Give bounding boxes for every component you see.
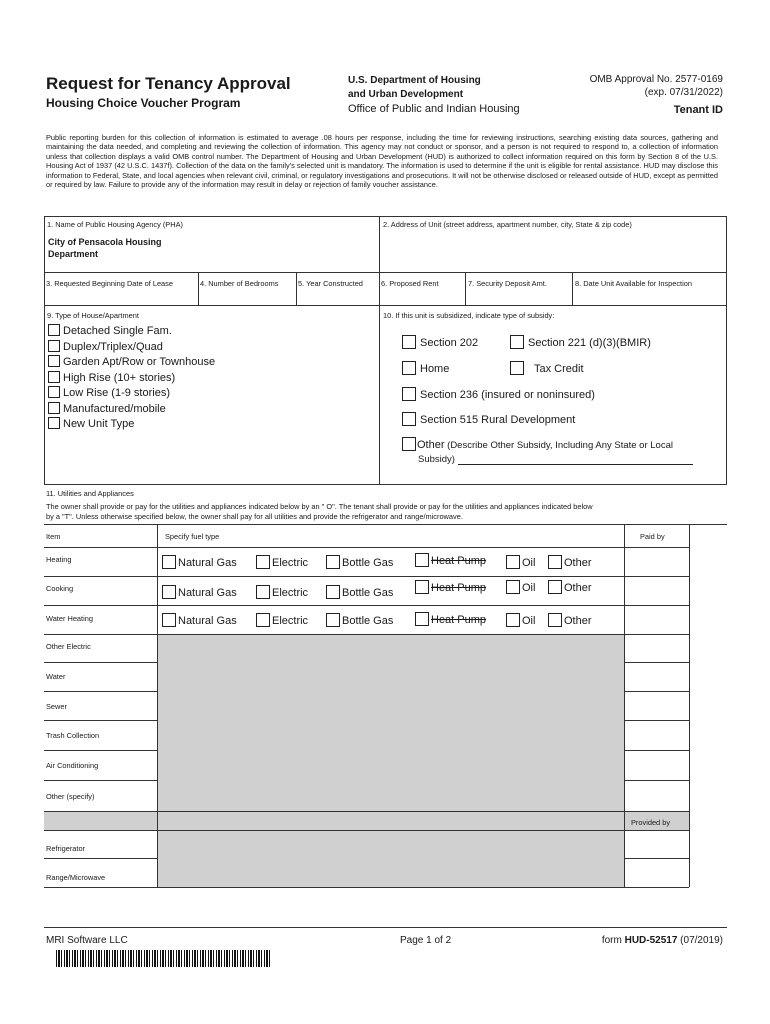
row-line xyxy=(44,811,689,812)
row-range-microwave: Range/Microwave xyxy=(46,873,106,882)
table-header-line xyxy=(44,547,689,548)
row-air-conditioning: Air Conditioning xyxy=(46,761,99,770)
checkbox-icon[interactable] xyxy=(48,324,60,336)
checkbox-icon[interactable] xyxy=(326,555,340,569)
cooking-bottle-gas[interactable]: Bottle Gas xyxy=(326,585,393,599)
row-water-heating: Water Heating xyxy=(46,614,93,623)
checkbox-icon[interactable] xyxy=(402,387,416,401)
unit-address-label: 2. Address of Unit (street address, apartment number, city, State & zip code) xyxy=(383,220,632,229)
cooking-electric[interactable]: Electric xyxy=(256,585,308,599)
checkbox-icon[interactable] xyxy=(415,612,429,626)
cooking-oil[interactable]: Oil xyxy=(506,580,535,594)
checkbox-icon[interactable] xyxy=(256,555,270,569)
house-type-detached[interactable]: Detached Single Fam. xyxy=(48,324,172,337)
checkbox-icon[interactable] xyxy=(402,412,416,426)
col-line xyxy=(157,524,158,887)
proposed-rent-label: 6. Proposed Rent xyxy=(381,279,439,288)
subsidy-section-221[interactable]: Section 221 (d)(3)(BMIR) xyxy=(510,335,651,349)
lease-date-label: 3. Requested Beginning Date of Lease xyxy=(46,279,173,288)
footer-page-number: Page 1 of 2 xyxy=(400,935,452,946)
checkbox-icon[interactable] xyxy=(506,613,520,627)
water-heating-natural-gas[interactable]: Natural Gas xyxy=(162,613,237,627)
checkbox-icon[interactable] xyxy=(256,613,270,627)
row-sewer: Sewer xyxy=(46,702,67,711)
checkbox-icon[interactable] xyxy=(548,580,562,594)
checkbox-icon[interactable] xyxy=(162,585,176,599)
cooking-other[interactable]: Other xyxy=(548,580,592,594)
row-trash: Trash Collection xyxy=(46,731,100,740)
date-available-field[interactable] xyxy=(572,272,727,306)
subsidy-section-202[interactable]: Section 202 xyxy=(402,335,478,349)
house-type-duplex[interactable]: Duplex/Triplex/Quad xyxy=(48,340,163,353)
heating-electric[interactable]: Electric xyxy=(256,555,308,569)
water-heating-oil[interactable]: Oil xyxy=(506,613,535,627)
col-item-header: Item xyxy=(46,532,61,541)
row-line xyxy=(44,634,689,635)
cooking-natural-gas[interactable]: Natural Gas xyxy=(162,585,237,599)
col-line xyxy=(689,524,690,887)
barcode-icon xyxy=(56,950,270,967)
footer-company: MRI Software LLC xyxy=(46,935,128,946)
omb-approval: OMB Approval No. 2577-0169 (exp. 07/31/2022) xyxy=(589,74,723,98)
checkbox-icon[interactable] xyxy=(510,335,524,349)
row-line xyxy=(44,780,158,781)
subsidy-other-line[interactable] xyxy=(458,464,693,465)
checkbox-icon[interactable] xyxy=(256,585,270,599)
date-available-label: 8. Date Unit Available for Inspection xyxy=(575,279,692,288)
checkbox-icon[interactable] xyxy=(48,355,60,367)
checkbox-icon[interactable] xyxy=(506,580,520,594)
lease-date-field[interactable] xyxy=(44,272,199,306)
house-type-new-unit[interactable]: New Unit Type xyxy=(48,417,134,430)
row-line xyxy=(624,750,689,751)
cooking-heat-pump[interactable]: Heat Pump xyxy=(415,580,486,594)
checkbox-icon[interactable] xyxy=(48,386,60,398)
row-line xyxy=(44,720,158,721)
burden-statement: Public reporting burden for this collection of information is estimated to average .08 hours per response, including the time for reviewing instructions, searching existing data sources, gathering and maintaining the data needed, and completing and reviewing the collection of information. This agency may not conduct or sponsor, and a person is not required to respond to, a collection of information unless that collection displays a valid OMB control number. The Department of Housing and Urban Development (HUD) is authorized to collect information required on this form by Section 8 of the U.S. Housing Act of 1937 (42 U.S.C. 1437f). Collection of the data on the family's selected unit is mandatory. The information is used to determine if the unit is eligible for rental assistance. HUD may disclose this information to Federal, State, and local agencies when relevant civil, criminal, or regulatory investigations and prosecutions. It will not be otherwise disclosed or released outside of HUD, except as permitted or required by law. Failure to provide any of the information may result in delay or rejection of family voucher assistance. xyxy=(46,133,718,190)
checkbox-icon[interactable] xyxy=(48,340,60,352)
security-deposit-field[interactable] xyxy=(465,272,573,306)
col-line xyxy=(624,524,625,887)
checkbox-icon[interactable] xyxy=(48,402,60,414)
house-type-low-rise[interactable]: Low Rise (1-9 stories) xyxy=(48,386,170,399)
water-heating-other[interactable]: Other xyxy=(548,613,592,627)
checkbox-icon[interactable] xyxy=(326,585,340,599)
checkbox-icon[interactable] xyxy=(402,361,416,375)
checkbox-icon[interactable] xyxy=(506,555,520,569)
security-deposit-label: 7. Security Deposit Amt. xyxy=(468,279,547,288)
pha-name-value: City of Pensacola Housing Department xyxy=(48,237,162,259)
checkbox-icon[interactable] xyxy=(162,555,176,569)
subsidy-section-515[interactable]: Section 515 Rural Development xyxy=(402,412,575,426)
row-line xyxy=(624,691,689,692)
year-constructed-field[interactable] xyxy=(296,272,380,306)
subsidy-section-236[interactable]: Section 236 (insured or noninsured) xyxy=(402,387,595,401)
row-line xyxy=(44,605,689,606)
footer-line xyxy=(44,927,727,928)
table-bottom-line xyxy=(44,887,689,888)
footer-form-id: form HUD-52517 (07/2019) xyxy=(601,935,723,946)
subsidy-tax-credit[interactable]: Tax Credit xyxy=(510,361,584,375)
row-water: Water xyxy=(46,672,66,681)
provided-by-shade-left xyxy=(44,811,158,830)
row-line xyxy=(624,858,689,859)
checkbox-icon[interactable] xyxy=(402,335,416,349)
row-line xyxy=(44,576,689,577)
house-type-high-rise[interactable]: High Rise (10+ stories) xyxy=(48,371,175,384)
checkbox-icon[interactable] xyxy=(48,417,60,429)
form-title: Request for Tenancy Approval xyxy=(46,74,291,93)
year-constructed-label: 5. Year Constructed xyxy=(298,279,363,288)
row-line xyxy=(44,858,158,859)
row-line xyxy=(44,691,158,692)
subsidy-home[interactable]: Home xyxy=(402,361,449,375)
row-line xyxy=(624,720,689,721)
heating-natural-gas[interactable]: Natural Gas xyxy=(162,555,237,569)
row-other-electric: Other Electric xyxy=(46,642,91,651)
bedrooms-label: 4. Number of Bedrooms xyxy=(200,279,279,288)
water-heating-electric[interactable]: Electric xyxy=(256,613,308,627)
checkbox-icon[interactable] xyxy=(326,613,340,627)
row-heating: Heating xyxy=(46,555,72,564)
row-other-specify: Other (specify) xyxy=(46,792,95,801)
row-line xyxy=(44,662,158,663)
tenant-id-label: Tenant ID xyxy=(673,104,723,116)
row-line xyxy=(624,662,689,663)
checkbox-icon[interactable] xyxy=(510,361,524,375)
heating-bottle-gas[interactable]: Bottle Gas xyxy=(326,555,393,569)
row-line xyxy=(44,830,689,831)
pha-name-label: 1. Name of Public Housing Agency (PHA) xyxy=(47,220,183,229)
row-line xyxy=(624,780,689,781)
form-subtitle: Housing Choice Voucher Program xyxy=(46,96,241,110)
utilities-heading: 11. Utilities and Appliances xyxy=(46,489,134,498)
subsidy-label: 10. If this unit is subsidized, indicate type of subsidy: xyxy=(383,311,555,320)
checkbox-icon[interactable] xyxy=(548,613,562,627)
checkbox-icon[interactable] xyxy=(402,437,416,451)
col-fuel-header: Specify fuel type xyxy=(165,532,220,541)
water-heating-heat-pump[interactable]: Heat Pump xyxy=(415,612,486,626)
agency-office: Office of Public and Indian Housing xyxy=(348,103,520,115)
heating-other[interactable]: Other xyxy=(548,555,592,569)
row-refrigerator: Refrigerator xyxy=(46,844,86,853)
subsidy-other-cont: Subsidy) xyxy=(418,454,455,465)
col-paid-header: Paid by xyxy=(640,532,665,541)
heating-oil[interactable]: Oil xyxy=(506,555,535,569)
house-type-garden[interactable]: Garden Apt/Row or Townhouse xyxy=(48,355,215,368)
utilities-instructions: The owner shall provide or pay for the utilities and appliances indicated below by an " O". The tenant shall provide or pay for the utilities and appliances indicated below xyxy=(46,502,593,511)
row-line xyxy=(44,750,158,751)
subsidy-other[interactable]: Other (Describe Other Subsidy, Including Any State or Local xyxy=(402,437,673,451)
fuel-shaded-area xyxy=(157,634,624,887)
house-type-label: 9. Type of House/Apartment xyxy=(47,311,139,320)
bedrooms-field[interactable] xyxy=(198,272,297,306)
row-cooking: Cooking xyxy=(46,584,74,593)
water-heating-bottle-gas[interactable]: Bottle Gas xyxy=(326,613,393,627)
checkbox-icon[interactable] xyxy=(548,555,562,569)
house-type-manufactured[interactable]: Manufactured/mobile xyxy=(48,402,166,415)
proposed-rent-field[interactable] xyxy=(379,272,466,306)
agency-name: U.S. Department of Housing and Urban Development xyxy=(348,75,481,100)
checkbox-icon[interactable] xyxy=(48,371,60,383)
heating-heat-pump[interactable]: Heat Pump xyxy=(415,553,486,567)
utilities-instructions-cont: by a "T". Unless otherwise specified below, the owner shall pay for all utilities and provide the refrigerator and range/microwave. xyxy=(46,512,463,521)
checkbox-icon[interactable] xyxy=(415,553,429,567)
checkbox-icon[interactable] xyxy=(162,613,176,627)
checkbox-icon[interactable] xyxy=(415,580,429,594)
provided-by-label: Provided by xyxy=(631,818,671,827)
